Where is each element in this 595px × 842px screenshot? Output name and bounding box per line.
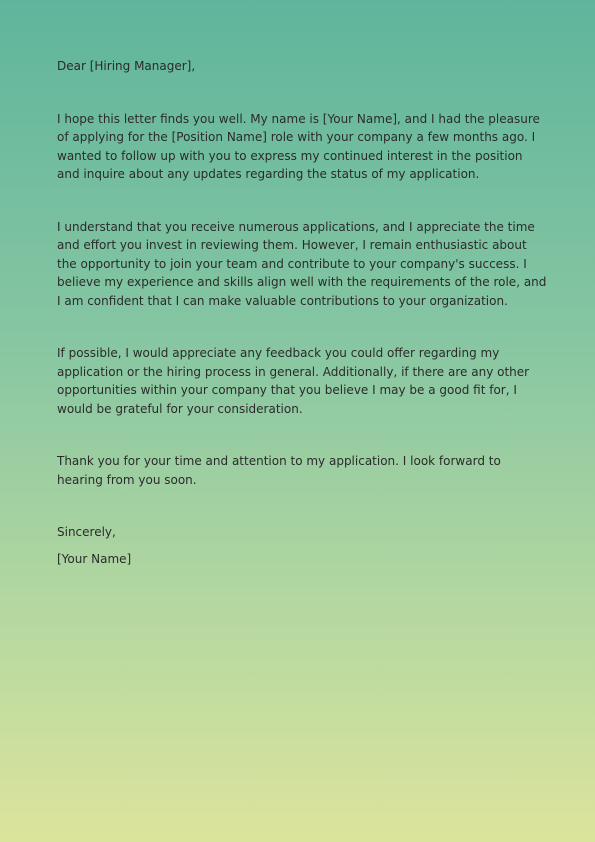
paragraph-intro: I hope this letter finds you well. My name is [Your Name], and I had the pleasure of applying for the [Position Name] role with your company a few months ago. I wanted to follow up with you to express my continued interest in the position and inquire about any updates regarding the status of my application.	[57, 111, 540, 181]
paragraph-feedback: If possible, I would appreciate any feedback you could offer regarding my application or the hiring process in general. Additionally, if there are any other opportunities within your company that you believe I may be a good fit for, I would be grateful for your consideration.	[57, 346, 530, 416]
paragraph-interest: I understand that you receive numerous applications, and I appreciate the time and effort you invest in reviewing them. However, I remain enthusiastic about the opportunity to join your team and contribute to your company's success. I believe my experience and skills align well with the requirements of the role, and I am confident that I can make valuable contributions to your organization.	[57, 219, 547, 308]
signature: [Your Name]	[57, 551, 132, 566]
closing: Sincerely,	[57, 525, 116, 539]
paragraph-thanks: Thank you for your time and attention to my application. I look forward to hearing from you soon.	[57, 454, 501, 487]
letter-body	[57, 57, 547, 568]
greeting: Dear [Hiring Manager],	[57, 59, 196, 73]
